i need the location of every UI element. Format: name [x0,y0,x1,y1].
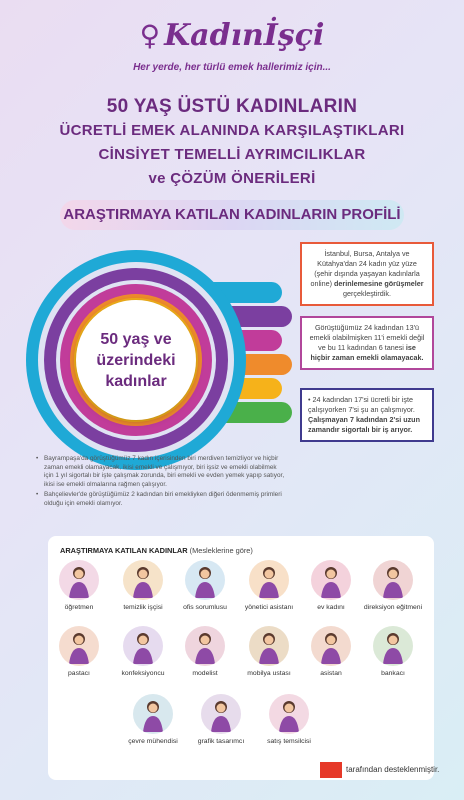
sponsor-text: tarafından desteklenmiştir. [346,765,440,774]
secretary-icon [311,626,351,666]
graphic-icon [201,694,241,734]
title-line-3: CİNSİYET TEMELLİ AYRIMCILIKLAR [98,146,366,163]
occupation-label: pastacı [68,670,90,677]
occupation-2 [170,560,240,612]
engineer-icon [133,694,173,734]
occupations-card [48,536,434,780]
driving-icon [373,560,413,600]
center-circle [76,300,196,420]
occupation-8 [170,626,240,678]
findings-list [36,455,286,511]
furniture-icon [249,626,289,666]
center-label: 50 yaş ve üzerindeki kadınlar [96,330,176,390]
finding-bahcelievler: • Bahçelievler'de görüştüğümüz 2 kadından biri emekliyken diğeri ödenmemiş primleri olduğu için emekli olamıyor. [36,491,286,508]
assistant-icon [249,560,289,600]
office-icon [185,560,225,600]
cleaner-icon [123,560,163,600]
teacher-icon [59,560,99,600]
occupation-label: öğretmen [64,604,94,611]
info-box-employment: • 24 kadından 17'si ücretli bir işte çalışıyorken 7'si şu an çalışmıyor. Çalışmayan 7 kadından 2'si uzun zamandır sigortalı bir iş arıyor. [300,388,434,442]
occupation-label: satış temsilcisi [267,738,311,745]
occupation-13 [186,694,256,746]
occupation-label: konfeksiyoncu [121,670,165,677]
occupation-7 [108,626,178,678]
profile-banner: ARAŞTIRMAYA KATILAN KADINLARIN PROFİLİ [60,200,404,230]
occupation-4 [296,560,366,612]
occupation-label: modelist [192,670,218,677]
occupation-label: ofis sorumlusu [183,604,227,611]
occupation-1 [108,560,178,612]
sales-icon [269,694,309,734]
info-box-retirement: Görüştüğümüz 24 kadından 13'ü emekli olabilmişken 11'i emekli değil ve bu 11 kadından 6 tanesi ise hiçbir zaman emekli olamayacak. [300,316,434,370]
female-symbol-icon: ♀ [139,19,161,52]
occupation-12 [118,694,188,746]
occupation-label: çevre mühendisi [128,738,178,745]
occupation-label: temizlik işçisi [123,604,163,611]
info-box-interviews: İstanbul, Bursa, Antalya ve Kütahya'dan 24 kadın yüz yüze (şehir dışında yaşayan kadınlarla online) derinlemesine görüşmeler gerçekleştirdik. [300,242,434,306]
occupation-9 [234,626,304,678]
housewife-icon [311,560,351,600]
occupation-14 [254,694,324,746]
garment-icon [123,626,163,666]
occupation-label: ev kadını [317,604,345,611]
occupation-0 [44,560,114,612]
occupations-heading: ARAŞTIRMAYA KATILAN KADINLAR (Mesleklerine göre) [60,546,253,555]
occupation-11 [358,626,428,678]
occupation-label: bankacı [381,670,405,677]
designer-icon [185,626,225,666]
occupation-label: yönetici asistanı [244,604,294,611]
occupation-label: mobilya ustası [247,670,291,677]
baker-icon [59,626,99,666]
tagline: Her yerde, her türlü emek hallerimiz için... [133,62,331,73]
banker-icon [373,626,413,666]
title-line-2: ÜCRETLİ EMEK ALANINDA KARŞILAŞTIKLARI [59,122,405,139]
occupation-10 [296,626,366,678]
finding-bayrampasa: • Bayrampaşa'da görüştüğümüz 7 kadın içerisinden biri merdiven temizliyor ve hiçbir zaman emekli olamayacak, ikisi emekli ve çalışmıyor, biri işsiz ve emekli olabilmek için 1 yıl sigortalı bir işte çalışmak zorunda, biri emekli ve evden yemek yapıp satıyor, ikisi ise emekli olmalarına rağmen çalışıyor. [36,455,286,489]
logo-text: Kadınİşçi [164,18,325,53]
occupation-label: asistan [320,670,342,677]
occupation-label: direksiyon eğitmeni [363,604,423,611]
occupation-5 [358,560,428,612]
occupation-3 [234,560,304,612]
title-line-1: 50 YAŞ ÜSTÜ KADINLARIN [106,96,358,117]
occupation-6 [44,626,114,678]
occupation-label: grafik tasarımcı [197,738,245,745]
sponsor-logo [320,762,342,778]
title-line-4: ve ÇÖZÜM ÖNERİLERİ [148,170,316,187]
